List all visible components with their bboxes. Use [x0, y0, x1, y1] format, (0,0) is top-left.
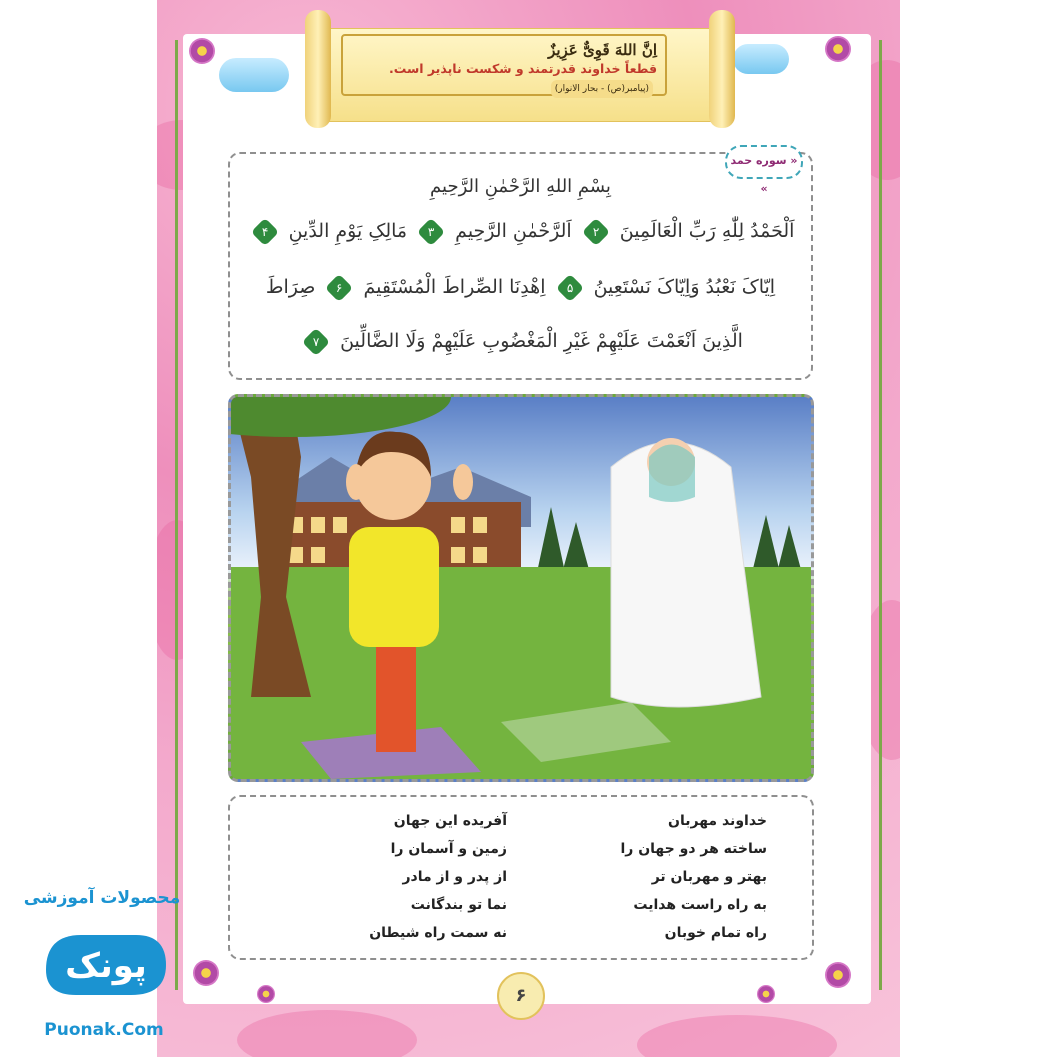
flower-icon	[825, 962, 851, 988]
verse-number-marker: ۳	[417, 218, 445, 246]
right-vine-border	[865, 40, 882, 990]
verse-text: صِرَاطَ	[265, 276, 316, 298]
surah-title-badge: « سوره حمد »	[725, 145, 803, 179]
poem-line: بهتر و مهربان تر	[651, 869, 767, 885]
hadith-arabic: اِنَّ اللهَ قَوِیٌّ عَزِیزٌ	[548, 41, 657, 59]
cloud-icon	[219, 58, 289, 92]
hadith-translation: قطعاً خداوند قدرتمند و شکست ناپذیر است.	[388, 61, 657, 76]
flower-icon	[257, 985, 275, 1003]
scroll-roll-right	[709, 10, 735, 128]
verse-text: اِهْدِنَا الصِّراطَ الْمُسْتَقِیمَ	[363, 276, 546, 298]
poem-line: آفریده این جهان	[393, 813, 507, 829]
cloud-icon	[733, 44, 789, 74]
tree-canopy	[231, 397, 451, 437]
poem-line: ساخته هر دو جهان را	[620, 841, 767, 857]
verse-text: اَلرَّحْمٰنِ الرَّحِیمِ	[455, 220, 572, 242]
poem-line: زمین و آسمان را	[390, 841, 507, 857]
boy-trousers	[376, 642, 416, 752]
hadith-scroll	[305, 10, 735, 128]
poem-line: از پدر و از مادر	[402, 869, 507, 885]
boy-left-hand	[346, 464, 366, 500]
flower-icon	[825, 36, 851, 62]
poem-line: نما تو بندگانت	[410, 897, 507, 913]
verse-number-marker: ۴	[250, 218, 278, 246]
brand-tagline: محصولات آموزشی	[23, 888, 181, 908]
verse-number-marker: ۵	[555, 274, 583, 302]
boy-shirt	[349, 527, 439, 647]
brand-logo-text: پونک	[65, 946, 147, 986]
flower-icon	[757, 985, 775, 1003]
verse-line-3	[230, 330, 811, 352]
flower-icon	[189, 38, 215, 64]
verse-line-2	[230, 276, 811, 298]
verse-text: مَالِکِ یَوْمِ الدِّینِ	[288, 220, 408, 242]
verse-text: اِیّاکَ نَعْبُدُ وَاِیّاکَ نَسْتَعِینُ	[593, 276, 776, 298]
prayer-scene	[231, 397, 811, 779]
brand-url-link[interactable]: Puonak.Com	[44, 1020, 164, 1040]
poem-line: خداوند مهربان	[668, 813, 767, 829]
verse-number-marker: ۷	[302, 328, 330, 356]
girl-headscarf	[649, 445, 695, 503]
flower-icon	[193, 960, 219, 986]
brand-logo-icon[interactable]	[36, 915, 176, 1010]
verse-line-1	[230, 220, 811, 242]
verse-number-marker: ۲	[582, 218, 610, 246]
hadith-persian	[351, 60, 657, 98]
hadith-text-frame	[341, 34, 667, 96]
poem-line: نه سمت راه شیطان	[369, 925, 507, 941]
book-page	[157, 0, 900, 1057]
verse-number-marker: ۶	[325, 274, 353, 302]
poem-line: به راه راست هدایت	[633, 897, 767, 913]
poem-right-column	[547, 807, 767, 947]
prayer-illustration	[228, 394, 814, 782]
poem-box	[228, 795, 814, 960]
verse-text: اَلْحَمْدُ لِلّٰهِ رَبِّ الْعَالَمِینَ	[619, 220, 795, 242]
left-vine-border	[175, 40, 192, 990]
verse-text: الَّذِینَ اَنْعَمْتَ عَلَیْهِمْ غَیْرِ الْمَغْضُوبِ عَلَیْهِمْ وَلَا الضَّالِّینَ	[340, 330, 743, 352]
surah-hamd-box	[228, 152, 813, 380]
poem-line: راه تمام خوبان	[664, 925, 767, 941]
poem-left-column	[287, 807, 507, 947]
bismillah: بِسْمِ اللهِ الرَّحْمٰنِ الرَّحِیمِ	[430, 176, 611, 197]
page-number: ۶	[497, 972, 545, 1020]
boy-right-hand	[453, 464, 473, 500]
hadith-source: (پیامبر(ص) - بحار الانوار)	[551, 80, 653, 98]
scroll-roll-left	[305, 10, 331, 128]
